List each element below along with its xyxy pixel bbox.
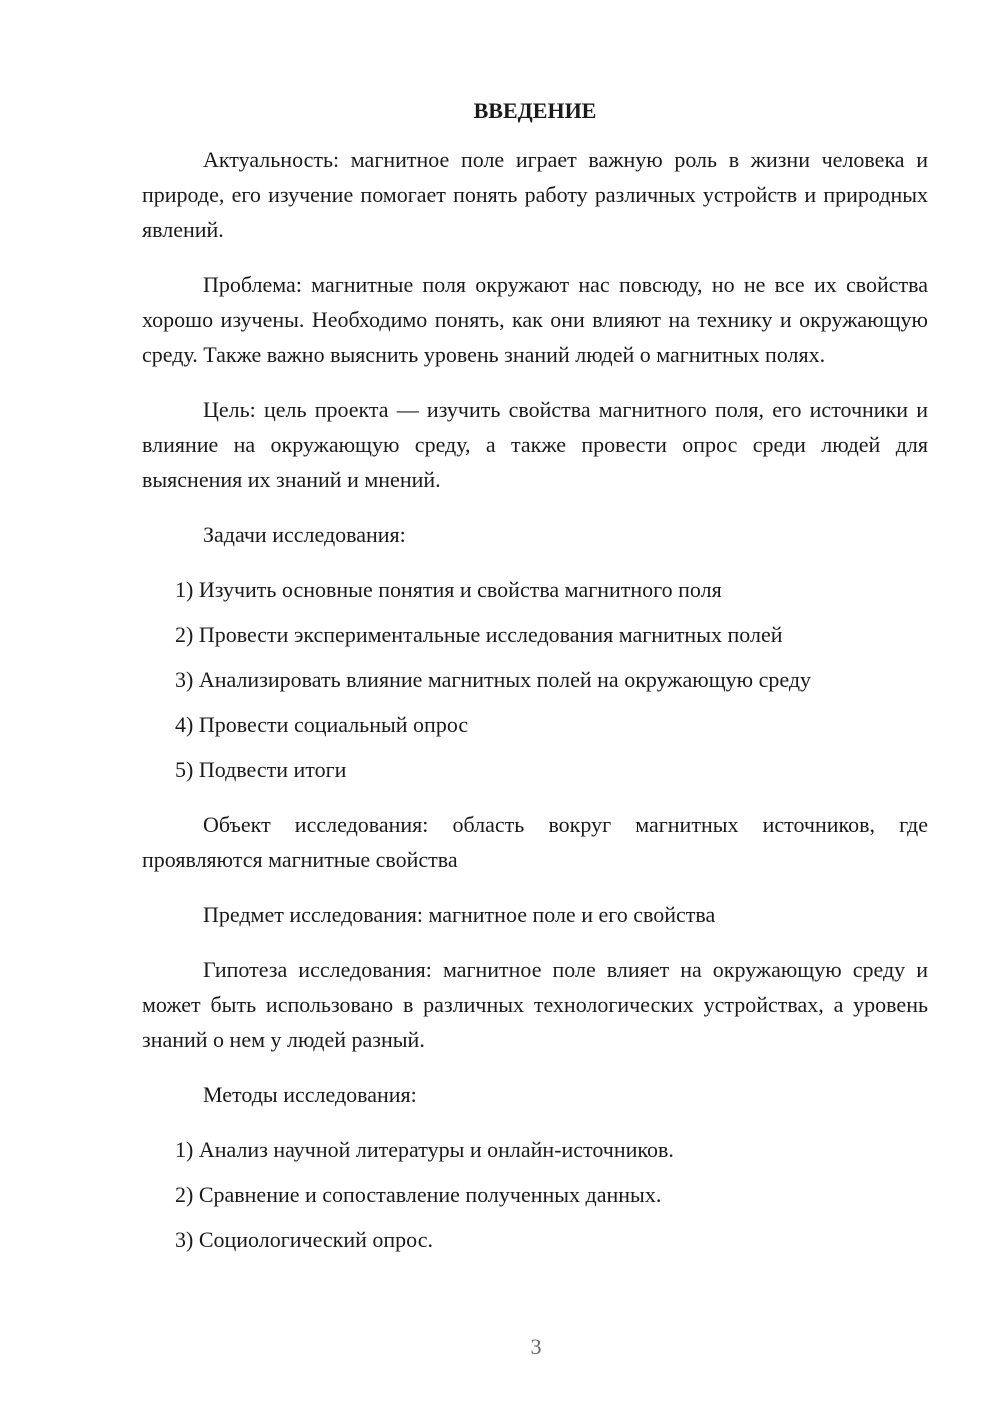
paragraph-tasks-title: Задачи исследования: xyxy=(203,522,406,547)
paragraph-subject: Предмет исследования: магнитное поле и его свойства xyxy=(203,902,716,927)
paragraph-hypothesis: Гипотеза исследования: магнитное поле влияет на окружающую среду и может быть использовано в различных технологических устройствах, а уровень знаний о нем у людей разный. xyxy=(142,957,928,1052)
paragraph-goal: Цель: цель проекта — изучить свойства магнитного поля, его источники и влияние на окружающую среду, а также провести опрос среди людей для выяснения их знаний и мнений. xyxy=(142,397,928,492)
tasks-list xyxy=(142,572,928,787)
list-item: 5) Подвести итоги xyxy=(175,757,347,782)
page-heading: ВВЕДЕНИЕ xyxy=(473,98,597,123)
list-item: 2) Сравнение и сопоставление полученных данных. xyxy=(175,1182,662,1207)
paragraph-problem: Проблема: магнитные поля окружают нас повсюду, но не все их свойства хорошо изучены. Необходимо понять, как они влияют на технику и окружающую среду. Также важно выяснить уровень знаний людей о магнитных полях. xyxy=(142,272,928,367)
page-number: 3 xyxy=(530,1334,542,1359)
paragraph-relevance: Актуальность: магнитное поле играет важную роль в жизни человека и природе, его изучение помогает понять работу различных устройств и природных явлений. xyxy=(142,147,928,242)
methods-list xyxy=(142,1132,928,1257)
document-body xyxy=(142,142,928,1277)
list-item: 1) Изучить основные понятия и свойства магнитного поля xyxy=(175,577,722,602)
list-item: 3) Социологический опрос. xyxy=(175,1227,433,1252)
paragraph-object: Объект исследования: область вокруг магнитных источников, где проявляются магнитные свойства xyxy=(142,812,928,872)
paragraph-methods-title: Методы исследования: xyxy=(203,1082,417,1107)
list-item: 1) Анализ научной литературы и онлайн-источников. xyxy=(175,1137,674,1162)
list-item: 2) Провести экспериментальные исследования магнитных полей xyxy=(175,622,783,647)
list-item: 4) Провести социальный опрос xyxy=(175,712,469,737)
list-item: 3) Анализировать влияние магнитных полей на окружающую среду xyxy=(175,667,812,692)
